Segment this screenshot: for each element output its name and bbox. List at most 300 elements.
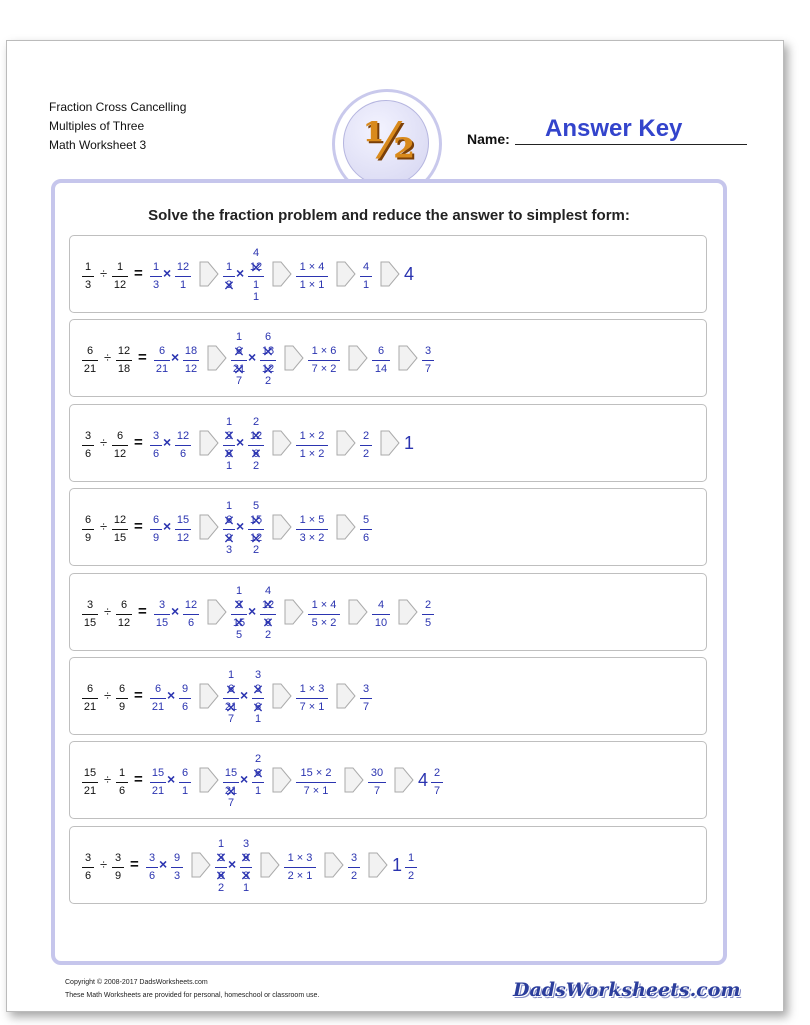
divide-sign: ÷	[100, 266, 108, 281]
fraction-bar	[82, 698, 98, 699]
numerator	[260, 599, 276, 612]
step-arrow-icon	[336, 683, 356, 709]
fraction-bar	[150, 698, 166, 699]
numerator: 12	[184, 598, 198, 611]
numerator: 3	[362, 683, 370, 695]
divisor-fraction	[116, 599, 132, 630]
crossed-out-denominator: 6 ✕	[253, 448, 259, 461]
first-fraction	[146, 852, 158, 883]
numerator: 6	[116, 429, 124, 442]
times-sign: ×	[240, 687, 249, 703]
numerator: 6	[152, 514, 160, 527]
first-fraction	[154, 599, 170, 630]
first-fraction	[150, 430, 162, 461]
fraction-bar	[284, 867, 316, 868]
first-fraction	[150, 514, 162, 545]
denominator: 6	[181, 701, 189, 713]
numerator: 6	[120, 598, 128, 611]
denominator: 21	[155, 363, 169, 376]
dividend-fraction	[82, 430, 94, 461]
step-arrow-icon	[272, 514, 292, 540]
times-sign: ×	[167, 771, 176, 788]
cancel-second-fraction	[252, 683, 264, 714]
denominator	[223, 279, 235, 292]
product-fraction	[296, 767, 336, 798]
denominator: 9	[152, 532, 160, 545]
step-arrow-icon	[191, 852, 211, 878]
fraction-bar	[154, 360, 170, 361]
numerator: 1 × 4	[311, 598, 337, 611]
numerator	[260, 345, 276, 358]
numerator: 1	[116, 261, 124, 273]
denominator: 12	[184, 363, 198, 376]
denominator: 15	[113, 532, 127, 545]
cancelled-denominator: 5	[235, 628, 243, 641]
reciprocal-fraction	[179, 683, 191, 714]
step-fraction	[368, 767, 386, 798]
numerator: 6	[86, 345, 94, 358]
denominator: 2 × 1	[287, 869, 313, 882]
cancelled-denominator: 1	[242, 881, 250, 894]
dividend-fraction	[82, 261, 94, 292]
denominator: 1	[181, 785, 189, 798]
step-arrow-icon	[284, 599, 304, 625]
fraction-bar	[116, 782, 128, 783]
numerator: 1 × 2	[299, 429, 325, 442]
crossed-out-numerator: 3 ✕	[218, 852, 224, 865]
crossed-out-denominator: 3 ✕	[243, 870, 249, 883]
denominator: 7	[433, 785, 441, 798]
reciprocal-fraction	[175, 514, 191, 545]
product-fraction	[308, 599, 340, 630]
numerator: 15 × 2	[300, 767, 332, 780]
product-fraction	[284, 852, 316, 883]
denominator: 7 × 1	[303, 785, 329, 798]
equals-sign: =	[138, 602, 147, 620]
fraction-bar	[431, 782, 443, 783]
answer-whole: 4	[418, 770, 429, 791]
denominator: 5	[424, 616, 432, 629]
equals-sign: =	[134, 265, 143, 282]
cancel-second-fraction	[260, 345, 276, 376]
divide-sign: ÷	[104, 772, 112, 788]
problem-row	[69, 235, 707, 313]
fraction-bar	[146, 867, 158, 868]
crossed-out-denominator: 12 ✕	[262, 363, 274, 376]
denominator: 18	[117, 363, 131, 376]
numerator	[223, 683, 239, 696]
numerator: 1 × 3	[287, 851, 313, 864]
numerator	[223, 514, 235, 527]
numerator: 3	[424, 345, 432, 358]
cancel-first-fraction	[223, 683, 239, 714]
denominator: 7 × 2	[311, 363, 337, 376]
product-fraction	[308, 345, 340, 376]
step-fraction	[422, 345, 434, 376]
reciprocal-fraction	[183, 599, 199, 630]
numerator: 3	[84, 429, 92, 442]
fraction-bar	[112, 445, 128, 446]
cancelled-numerator: 1	[225, 415, 233, 428]
denominator: 9	[114, 869, 122, 882]
cancelled-numerator: 5	[252, 500, 260, 513]
equals-sign: =	[134, 433, 143, 451]
denominator: 6	[187, 616, 195, 629]
cancel-second-fraction	[248, 261, 264, 292]
numerator: 12	[117, 345, 131, 358]
step-fraction	[360, 514, 372, 545]
cancelled-denominator: 3	[225, 544, 233, 557]
numerator: 12	[176, 261, 190, 273]
step-arrow-icon	[336, 261, 356, 287]
denominator: 15	[83, 616, 97, 629]
fraction-bar	[360, 698, 372, 699]
step-arrow-icon	[368, 852, 388, 878]
step-arrow-icon	[199, 683, 219, 709]
step-arrow-icon	[348, 345, 368, 371]
denominator: 6	[152, 447, 160, 460]
step-arrow-icon	[272, 767, 292, 793]
times-sign: ×	[236, 518, 245, 535]
cancel-first-fraction	[223, 261, 235, 292]
fraction-bar	[248, 276, 264, 277]
numerator: 5	[362, 514, 370, 527]
cancelled-denominator: 7	[235, 375, 243, 388]
times-sign: ×	[171, 602, 180, 619]
dividend-fraction	[82, 514, 94, 545]
crossed-out-denominator: 6 ✕	[218, 870, 224, 883]
worksheet-page	[6, 40, 784, 1012]
step-arrow-icon	[398, 345, 418, 371]
times-sign: ×	[163, 265, 172, 281]
reciprocal-fraction	[179, 767, 191, 798]
cancelled-denominator: 1	[252, 291, 260, 303]
cancelled-denominator: 2	[252, 459, 260, 472]
numerator: 1 × 6	[311, 345, 337, 358]
cancelled-numerator: 2	[254, 753, 262, 766]
step-arrow-icon	[336, 514, 356, 540]
fraction-bar	[112, 867, 124, 868]
numerator: 12	[176, 429, 190, 442]
numerator	[231, 345, 247, 358]
fraction-bar	[116, 360, 132, 361]
numerator: 6	[154, 683, 162, 695]
numerator	[248, 261, 264, 274]
fraction-bar	[183, 360, 199, 361]
step-arrow-icon	[272, 430, 292, 456]
numerator: 6	[86, 683, 94, 695]
crossed-out-numerator: 12 ✕	[250, 430, 262, 443]
denominator: 2	[362, 447, 370, 460]
denominator: 21	[151, 785, 165, 798]
times-sign: ×	[240, 771, 249, 788]
answer-whole: 1	[392, 854, 403, 875]
fraction-bar	[116, 614, 132, 615]
numerator: 9	[181, 683, 189, 695]
cancelled-numerator: 1	[235, 584, 243, 597]
cancelled-denominator: 7	[227, 797, 235, 810]
cancelled-numerator: 4	[264, 584, 272, 597]
crossed-out-denominator: 21 ✕	[225, 785, 237, 798]
numerator: 2	[362, 429, 370, 442]
first-fraction	[150, 767, 166, 798]
fraction-bar	[252, 782, 264, 783]
dividend-fraction	[82, 852, 94, 883]
fraction-bar	[308, 614, 340, 615]
dividend-fraction	[82, 345, 98, 376]
divide-sign: ÷	[104, 350, 112, 366]
denominator: 15	[155, 616, 169, 629]
denominator: 6	[362, 532, 370, 545]
product-fraction	[296, 430, 328, 461]
product-fraction	[296, 683, 328, 714]
crossed-out-denominator: 9 ✕	[226, 532, 232, 545]
problem-row	[69, 657, 707, 735]
times-sign: ×	[163, 433, 172, 450]
denominator: 2	[407, 869, 415, 882]
fraction-bar	[82, 276, 94, 277]
divide-sign: ÷	[104, 603, 112, 619]
step-arrow-icon	[324, 852, 344, 878]
reciprocal-fraction	[183, 345, 199, 376]
step-arrow-icon	[398, 599, 418, 625]
cancelled-denominator: 2	[217, 881, 225, 894]
crossed-out-denominator: 15 ✕	[233, 617, 245, 630]
numerator: 15	[151, 767, 165, 780]
times-sign: ×	[171, 349, 180, 366]
fraction-bar	[360, 445, 372, 446]
numerator: 4	[377, 598, 385, 611]
numerator: 1	[407, 851, 415, 864]
cancelled-numerator: 1	[227, 669, 235, 681]
cancel-second-fraction	[248, 430, 264, 461]
denominator: 7	[424, 363, 432, 376]
denominator: 21	[83, 701, 97, 713]
step-arrow-icon	[260, 852, 280, 878]
step-arrow-icon	[380, 261, 400, 287]
fraction-bar	[360, 529, 372, 530]
numerator: 6	[377, 345, 385, 358]
equals-sign: =	[138, 349, 147, 367]
numerator: 1 × 4	[299, 261, 325, 273]
reciprocal-fraction	[171, 852, 183, 883]
numerator: 15	[176, 514, 190, 527]
denominator: 2	[350, 869, 358, 882]
fraction-bar	[112, 276, 128, 277]
denominator: 3	[152, 279, 160, 291]
crossed-out-numerator: 6 ✕	[226, 514, 232, 527]
crossed-out-numerator: 6 ✕	[228, 683, 234, 696]
equals-sign: =	[130, 855, 139, 873]
cancelled-denominator: 1	[225, 459, 233, 472]
cancelled-numerator: 4	[252, 247, 260, 259]
step-arrow-icon	[336, 430, 356, 456]
crossed-out-denominator: 3 ✕	[226, 279, 232, 292]
denominator: 1	[252, 279, 260, 291]
fraction-bar	[368, 782, 386, 783]
numerator: 3	[86, 598, 94, 611]
step-fraction	[372, 345, 390, 376]
numerator: 6	[118, 683, 126, 695]
cancelled-numerator: 2	[252, 415, 260, 428]
step-arrow-icon	[199, 261, 219, 287]
answer-whole: 1	[404, 432, 415, 453]
first-fraction	[150, 683, 166, 714]
numerator: 12	[113, 514, 127, 527]
answer-fraction	[431, 767, 443, 798]
problem-row	[69, 488, 707, 566]
numerator: 3	[148, 851, 156, 864]
crossed-out-denominator: 6 ✕	[255, 701, 261, 714]
divisor-fraction	[112, 514, 128, 545]
cancelled-denominator: 2	[252, 544, 260, 557]
divide-sign: ÷	[100, 434, 108, 450]
step-arrow-icon	[199, 767, 219, 793]
fraction-bar	[183, 614, 199, 615]
step-arrow-icon	[207, 599, 227, 625]
denominator: 1	[254, 785, 262, 798]
step-fraction	[372, 599, 390, 630]
numerator: 18	[184, 345, 198, 358]
step-fraction	[348, 852, 360, 883]
denominator: 12	[113, 447, 127, 460]
fraction-bar	[405, 867, 417, 868]
numerator	[215, 852, 227, 865]
cancel-second-fraction	[252, 767, 264, 798]
problem-row	[69, 573, 707, 651]
crossed-out-denominator: 12 ✕	[250, 532, 262, 545]
denominator: 1	[179, 279, 187, 291]
worksheet-subtitle: Multiples of Three	[49, 119, 145, 133]
times-sign: ×	[163, 518, 172, 535]
instructions: Solve the fraction problem and reduce the answer to simplest form:	[148, 207, 630, 224]
numerator	[223, 430, 235, 443]
numerator: 6	[158, 345, 166, 358]
cancelled-denominator: 1	[254, 713, 262, 725]
fraction-bar	[175, 276, 191, 277]
fraction-bar	[360, 276, 372, 277]
numerator: 1	[118, 767, 126, 780]
crossed-out-numerator: 18 ✕	[262, 345, 274, 358]
denominator: 1 × 2	[299, 447, 325, 460]
denominator: 9	[118, 701, 126, 713]
divide-sign: ÷	[100, 856, 108, 872]
denominator: 9	[84, 532, 92, 545]
divide-sign: ÷	[100, 519, 108, 535]
numerator: 2	[424, 598, 432, 611]
step-arrow-icon	[348, 599, 368, 625]
crossed-out-numerator: 6 ✕	[255, 767, 261, 780]
numerator: 3	[114, 851, 122, 864]
first-fraction	[150, 261, 162, 292]
divisor-fraction	[116, 767, 128, 798]
numerator: 1	[152, 261, 160, 273]
denominator: 5 × 2	[311, 616, 337, 629]
numerator: 6	[181, 767, 189, 780]
cancelled-numerator: 1	[235, 331, 243, 344]
step-fraction	[422, 599, 434, 630]
footer	[51, 967, 741, 1011]
crossed-out-numerator: 9 ✕	[255, 683, 261, 696]
fraction-bar	[296, 445, 328, 446]
cancelled-numerator: 1	[217, 837, 225, 850]
numerator	[231, 599, 247, 612]
problems-frame	[51, 179, 727, 965]
fraction-bar	[171, 867, 183, 868]
usage-notice: These Math Worksheets are provided for personal, homeschool or classroom use.	[65, 992, 320, 999]
fraction-bar	[82, 360, 98, 361]
fraction-bar	[422, 614, 434, 615]
denominator: 7	[373, 785, 381, 798]
fraction-bar	[348, 867, 360, 868]
cancel-first-fraction	[231, 345, 247, 376]
numerator	[248, 430, 264, 443]
denominator: 7 × 1	[299, 701, 325, 713]
dividend-fraction	[82, 767, 98, 798]
numerator: 15	[83, 767, 97, 780]
denominator: 6	[84, 447, 92, 460]
copyright-text: Copyright © 2008-2017 DadsWorksheets.com	[65, 979, 208, 986]
numerator: 30	[370, 767, 384, 780]
times-sign: ×	[236, 265, 245, 281]
fraction-bar	[296, 782, 336, 783]
numerator: 1	[225, 261, 233, 273]
numerator: 1 × 3	[299, 683, 325, 695]
name-underline	[515, 144, 747, 145]
fraction-bar	[372, 614, 390, 615]
crossed-out-denominator: 6 ✕	[226, 448, 232, 461]
crossed-out-numerator: 3 ✕	[226, 430, 232, 443]
step-arrow-icon	[380, 430, 400, 456]
worksheet-number: Math Worksheet 3	[49, 138, 147, 152]
fraction-bar	[150, 782, 166, 783]
numerator: 2	[433, 767, 441, 780]
fraction-bar	[179, 782, 191, 783]
cancel-second-fraction	[248, 514, 264, 545]
name-label: Name:	[467, 131, 510, 147]
numerator	[252, 683, 264, 696]
first-fraction	[154, 345, 170, 376]
dividend-fraction	[82, 599, 98, 630]
times-sign: ×	[167, 687, 176, 703]
cancelled-numerator: 1	[225, 500, 233, 513]
denominator: 12	[176, 532, 190, 545]
product-fraction	[296, 514, 328, 545]
fraction-bar	[372, 360, 390, 361]
step-arrow-icon	[199, 514, 219, 540]
fraction-bar	[150, 529, 162, 530]
cancel-second-fraction	[260, 599, 276, 630]
times-sign: ×	[236, 433, 245, 450]
cancel-second-fraction	[240, 852, 252, 883]
fraction-bar	[179, 698, 191, 699]
fraction-bar	[154, 614, 170, 615]
equals-sign: =	[134, 518, 143, 536]
denominator: 21	[151, 701, 165, 713]
times-sign: ×	[159, 855, 168, 872]
times-sign: ×	[248, 349, 257, 366]
equals-sign: =	[134, 771, 143, 789]
divisor-fraction	[112, 430, 128, 461]
fraction-bar	[82, 445, 94, 446]
divisor-fraction	[116, 345, 132, 376]
fraction-bar	[82, 614, 98, 615]
one-half-icon: ½	[362, 111, 410, 170]
step-fraction	[360, 430, 372, 461]
cancel-first-fraction	[223, 430, 235, 461]
worksheet-title: Fraction Cross Cancelling	[49, 100, 187, 114]
problem-row	[69, 319, 707, 397]
